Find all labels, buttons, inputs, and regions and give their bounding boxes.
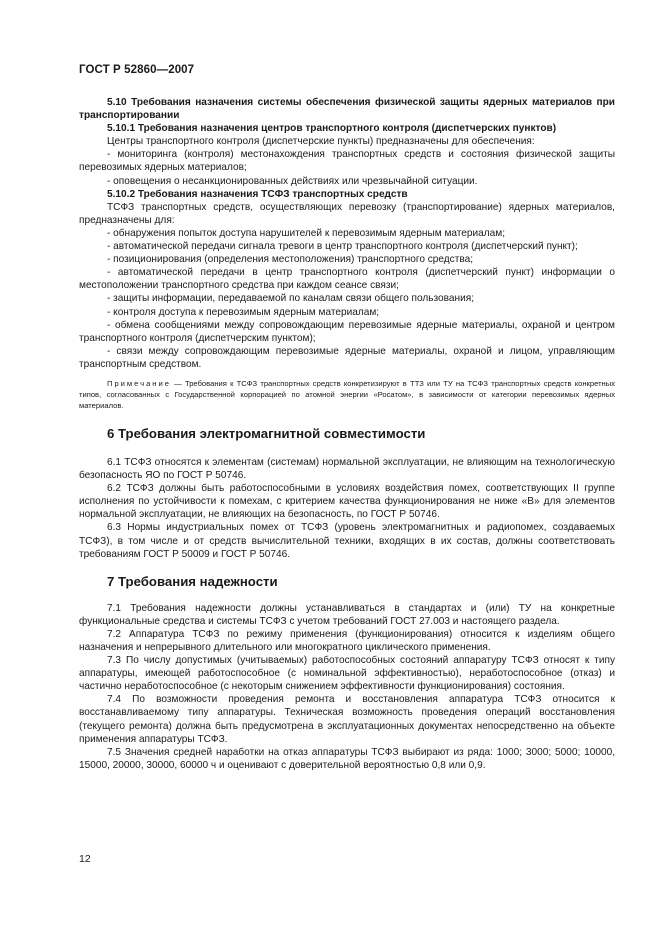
section-6-heading: 6 Требования электромагнитной совместимости [107,425,426,441]
note [79,378,615,411]
paragraph: 6.3 Нормы индустриальных помех от ТСФЗ (уровень электромагнитных и радиопомех, создаваемых ТСФЗ), в том числе и от средств вычислительной техники, входящих в их состав, должны соответствовать требованиям ГОСТ Р 50009 и ГОСТ Р 50746. [79,522,615,560]
list-item: - обнаружения попыток доступа нарушителей к перевозимым ядерным материалам; [107,227,506,239]
paragraph: 7.4 По возможности проведения ремонта и восстановления аппаратура ТСФЗ относится к восстанавливаемому типу аппаратуры. Техническая возможность проведения операций восстановления (текущего ремонта) должна быть предусмотрена в эксплуатационных документах непосредственно на объекте применения аппаратуры ТСФЗ. [79,694,615,745]
page-number: 12 [79,853,91,865]
paragraph: ТСФЗ транспортных средств, осуществляющих перевозку (транспортирование) ядерных материалов, предназначены для: [79,201,615,226]
list-item: - связи между сопровождающим перевозимые ядерные материалы, охраной и лицом, управляющим транспортным средством. [79,345,615,370]
section-5-10-title: 5.10 Требования назначения системы обеспечения физической защиты ядерных материалов при транспортировании [79,97,615,122]
document-header: ГОСТ Р 52860—2007 [79,64,195,76]
list-item: - контроля доступа к перевозимым ядерным материалам; [107,306,380,318]
list-item: - защиты информации, передаваемой по каналам связи общего пользования; [107,293,475,305]
note-text: — Требования к ТСФЗ транспортных средств конкретизируют в ТТЗ или ТУ на ТСФЗ транспортных средств конкретных типов, согласованных с Государственной корпорацией по атомной энергии «Росатом», в зависимости от категории перевозимых ядерных материалов. [79,378,615,410]
paragraph: 7.3 По числу допустимых (учитываемых) работоспособных состояний аппаратуру ТСФЗ относят к типу аппаратуры, имеющей работоспособное (с номинальной эффективностью), неработоспособное (отказ) и частично неработоспособное (с некоторым снижением эффективности функционирования) состояния. [79,655,615,693]
paragraph: 6.1 ТСФЗ относятся к элементам (системам) нормальной эксплуатации, не влияющим на технологическую безопасность ЯО по ГОСТ Р 50746. [79,456,615,482]
list-item: - автоматической передачи в центр транспортного контроля (диспетчерский пункт) информации о местоположении транспортного средства при каждом сеансе связи; [79,267,615,292]
paragraph: 7.5 Значения средней наработки на отказ аппаратуры ТСФЗ выбирают из ряда: 1000; 3000; 5000; 10000, 15000, 20000, 30000, 60000 ч и оценивают с доверительной вероятностью 0,8 или 0,9. [79,746,615,771]
paragraph: Центры транспортного контроля (диспетчерские пункты) предназначены для обеспечения: [107,136,535,148]
list-item: - автоматической передачи сигнала тревоги в центр транспортного контроля (диспетчерский пункт); [107,241,578,253]
section-5-10-1-title: 5.10.1 Требования назначения центров транспортного контроля (диспетчерских пунктов) [107,123,557,135]
paragraph: 7.1 Требования надежности должны устанавливаться в стандартах и (или) ТУ на конкретные функциональные средства и системы ТСФЗ с учетом требований ГОСТ 27.003 и настоящего раздела. [79,602,615,627]
list-item: - мониторинга (контроля) местонахождения транспортных средств и состояния физической защиты перевозимых ядерных материалов; [79,149,615,174]
list-item: - оповещения о несанкционированных действиях или чрезвычайной ситуации. [107,175,478,187]
list-item: - позиционирования (определения местоположения) транспортного средства; [107,254,474,266]
paragraph: 6.2 ТСФЗ должны быть работоспособными в условиях воздействия помех, соответствующих II группе исполнения по устойчивости к помехам, с критерием качества функционирования не ниже «В» для элементов нормальной эксплуатации, не влияющих на безопасность, по ГОСТ Р 50746. [79,483,615,521]
section-7-heading: 7 Требования надежности [107,573,278,589]
list-item: - обмена сообщениями между сопровождающим перевозимые ядерные материалы, охраной и центром транспортного контроля (диспетчерским пунктом); [79,319,615,344]
note-lead: Примечание [107,378,171,388]
paragraph: 7.2 Аппаратура ТСФЗ по режиму применения (функционирования) относится к изделиям общего назначения и непрерывного длительного или многократного циклического применения. [79,628,615,653]
section-5-10-2-title: 5.10.2 Требования назначения ТСФЗ транспортных средств [107,188,408,200]
document-body [79,96,615,772]
